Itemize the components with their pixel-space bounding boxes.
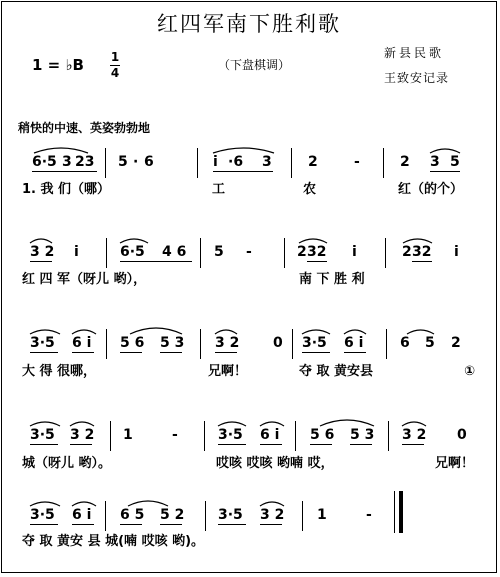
- bar-line: [291, 148, 292, 178]
- lyric-text: 红（的个）: [398, 182, 464, 197]
- note-token: 5 6: [120, 335, 145, 351]
- final-bar-line: [399, 491, 403, 533]
- tune-subtitle: （下盘棋调）: [218, 58, 291, 72]
- note-token: 0: [273, 335, 283, 351]
- recorder-credit: 王致安记录: [384, 71, 450, 85]
- bar-line: [284, 238, 285, 268]
- lyric-text: 工: [212, 182, 226, 197]
- rhythm-underline: [160, 352, 182, 353]
- bar-line: [292, 329, 293, 359]
- bar-line: [205, 501, 206, 531]
- lyric-text: 兄啊！: [435, 456, 475, 471]
- note-token: i: [454, 244, 459, 260]
- rhythm-underline: [302, 352, 330, 353]
- note-token: -: [354, 154, 360, 170]
- rhythm-underline: [310, 444, 332, 445]
- lyric-text: 1. 我 们（哪）: [22, 182, 111, 197]
- bar-line: [110, 421, 111, 451]
- note-token: 3 2: [70, 427, 95, 443]
- note-token: 5 3: [160, 335, 185, 351]
- slur-arc: [30, 502, 60, 506]
- slur-arc: [72, 502, 96, 506]
- rhythm-underline: [120, 352, 142, 353]
- note-token: 5: [425, 335, 435, 351]
- note-token: 5: [214, 244, 224, 260]
- rhythm-underline: [70, 444, 92, 445]
- note-token: i: [213, 154, 218, 170]
- rhythm-underline: [430, 171, 460, 172]
- note-token: 6: [400, 335, 410, 351]
- bar-line: [295, 421, 296, 451]
- rhythm-underline: [120, 524, 142, 525]
- slur-arc: [215, 330, 237, 334]
- lyric-text: 大 得 很哪，: [22, 364, 97, 379]
- slur-arc: [72, 330, 96, 334]
- note-token: 4 6: [162, 244, 187, 260]
- final-bar-thin-line: [394, 491, 395, 533]
- bar-line: [388, 421, 389, 451]
- note-token: 2: [451, 335, 461, 351]
- rhythm-underline: [72, 352, 94, 353]
- note-token: i: [74, 244, 79, 260]
- slur-arc: [120, 239, 148, 243]
- note-token: -: [366, 507, 372, 523]
- slur-arc: [430, 149, 460, 153]
- note-token: 3·5: [302, 335, 327, 351]
- time-signature-bottom: 4: [110, 66, 120, 80]
- note-token: 5: [118, 154, 128, 170]
- rhythm-underline: [344, 352, 366, 353]
- time-signature: [110, 51, 120, 80]
- bar-line: [383, 148, 384, 178]
- lyric-text: 夺 取 黄安 县 城(喃 哎咳 哟)。: [22, 534, 205, 549]
- rhythm-underline: [30, 352, 58, 353]
- note-token: 3·5: [30, 335, 55, 351]
- note-token: 5: [450, 154, 460, 170]
- lyric-text: 农: [303, 182, 317, 197]
- note-token: 6 i: [260, 427, 280, 443]
- note-token: 6 i: [72, 507, 92, 523]
- note-token: 6·5: [120, 244, 145, 260]
- note-token: 2: [297, 244, 307, 260]
- rhythm-underline: [30, 524, 58, 525]
- rhythm-underline: [412, 261, 432, 262]
- note-token: 3·5: [218, 507, 243, 523]
- note-token: 1: [123, 427, 133, 443]
- note-token: 5 3: [350, 427, 375, 443]
- rhythm-underline: [72, 524, 94, 525]
- slur-arc: [30, 422, 60, 426]
- rhythm-underline: [260, 444, 282, 445]
- lyric-text: 兄啊！: [208, 364, 248, 379]
- song-origin: 新县民歌: [384, 46, 445, 60]
- slur-arc: [402, 422, 426, 426]
- note-token: -: [246, 244, 252, 260]
- bar-line: [385, 238, 386, 268]
- rhythm-underline: [30, 444, 58, 445]
- time-signature-top: 1: [110, 50, 120, 64]
- note-token: 3·5: [218, 427, 243, 443]
- key-signature: 1 = ♭B: [32, 56, 84, 74]
- rhythm-underline: [30, 261, 52, 262]
- note-token: 2: [308, 154, 318, 170]
- lyric-text: 红 四 军（呀儿 哟），: [22, 272, 147, 287]
- slur-arc: [407, 330, 434, 334]
- slur-arc: [344, 330, 366, 334]
- rhythm-underline: [307, 261, 327, 262]
- bar-line: [106, 238, 107, 268]
- note-token: 3: [62, 154, 72, 170]
- note-token: 2: [400, 154, 410, 170]
- slur-arc: [320, 420, 374, 426]
- note-token: ·: [133, 154, 139, 170]
- note-token: 3 2: [260, 507, 285, 523]
- song-sheet: [1, 1, 497, 573]
- note-token: 5 6: [310, 427, 335, 443]
- bar-line: [200, 238, 201, 268]
- note-token: 23: [75, 154, 95, 170]
- slur-arc: [34, 148, 88, 153]
- note-token: ·6: [228, 154, 244, 170]
- bar-line: [105, 148, 106, 178]
- note-token: 0: [457, 427, 467, 443]
- note-token: 32: [307, 244, 327, 260]
- slur-arc: [130, 328, 182, 334]
- lyric-text: 哎咳 哎咳 哟喃 哎，: [216, 456, 334, 471]
- rhythm-underline: [260, 524, 282, 525]
- lyric-text: ①: [464, 364, 476, 379]
- rhythm-underline: [350, 444, 372, 445]
- slur-arc: [70, 422, 94, 426]
- note-token: 6 5: [120, 507, 145, 523]
- lyric-text: 城（呀儿 哟）。: [22, 456, 112, 471]
- slur-arc: [30, 330, 60, 334]
- note-token: 3·5: [30, 427, 55, 443]
- note-token: 6 i: [72, 335, 92, 351]
- slur-arc: [30, 239, 52, 243]
- rhythm-underline: [215, 352, 237, 353]
- slur-arc: [218, 422, 246, 426]
- slur-arc: [128, 501, 168, 506]
- song-title: 红四军南下胜利歌: [157, 12, 341, 36]
- note-token: 1: [317, 507, 327, 523]
- rhythm-underline: [213, 171, 273, 172]
- slur-arc: [260, 502, 284, 506]
- note-token: 6: [144, 154, 154, 170]
- note-token: 6·5: [32, 154, 57, 170]
- rhythm-underline: [402, 444, 424, 445]
- slur-arc: [213, 148, 274, 153]
- bar-line: [197, 148, 198, 178]
- tempo-marking: 稍快的中速、英姿勃勃地: [18, 121, 151, 135]
- rhythm-underline: [218, 524, 246, 525]
- slur-arc: [260, 422, 284, 426]
- note-token: 3: [262, 154, 272, 170]
- note-token: 3·5: [30, 507, 55, 523]
- bar-line: [106, 329, 107, 359]
- note-token: -: [172, 427, 178, 443]
- note-token: 3 2: [402, 427, 427, 443]
- lyric-text: 夺 取 黄安县: [299, 364, 374, 379]
- note-token: 6 i: [344, 335, 364, 351]
- bar-line: [302, 501, 303, 531]
- rhythm-underline: [160, 524, 182, 525]
- lyric-text: 南 下 胜 利: [299, 272, 365, 287]
- rhythm-underline: [218, 444, 246, 445]
- bar-line: [105, 501, 106, 531]
- note-token: 3 2: [30, 244, 55, 260]
- rhythm-underline: [120, 261, 192, 262]
- note-token: 5 2: [160, 507, 185, 523]
- note-token: i: [352, 244, 357, 260]
- note-token: 3: [430, 154, 440, 170]
- bar-line: [386, 329, 387, 359]
- note-token: 2: [402, 244, 412, 260]
- note-token: 3 2: [215, 335, 240, 351]
- bar-line: [204, 421, 205, 451]
- bar-line: [200, 329, 201, 359]
- slur-arc: [403, 239, 432, 243]
- slur-arc: [302, 330, 330, 334]
- slur-arc: [299, 239, 327, 243]
- note-token: 32: [412, 244, 432, 260]
- rhythm-underline: [32, 171, 97, 172]
